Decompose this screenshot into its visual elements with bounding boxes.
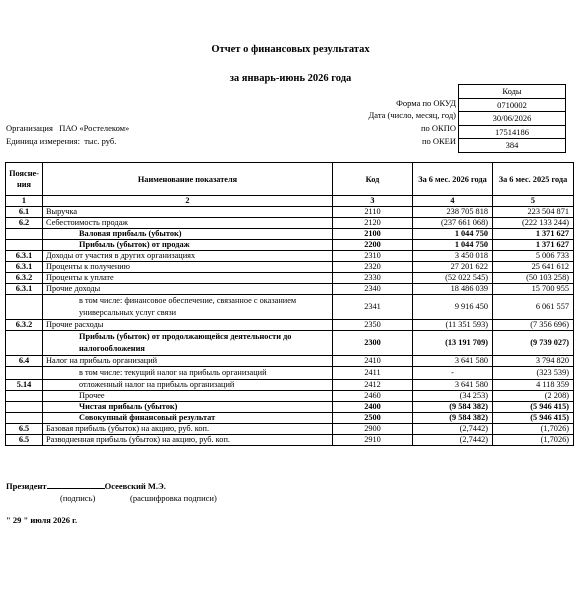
date-label: Дата (число, месяц, год): [368, 110, 456, 120]
date-value: 30/06/2026: [459, 112, 566, 126]
row-current: (2,7442): [413, 435, 493, 446]
row-name: в том числе: текущий налог на прибыль организаций: [43, 367, 333, 380]
table-row: [6, 284, 574, 295]
row-previous: (5 946 415): [493, 413, 574, 424]
header-name: Наименование показателя: [43, 163, 333, 196]
row-current: 238 705 818: [413, 207, 493, 218]
row-previous: (50 103 258): [493, 273, 574, 284]
row-note: [6, 240, 43, 251]
okpo-label: по ОКПО: [420, 123, 456, 133]
row-previous: (7 356 696): [493, 320, 574, 331]
row-note: 5.14: [6, 380, 43, 391]
row-note: [6, 229, 43, 240]
row-name: Проценты к получению: [43, 262, 333, 273]
units-line: [6, 136, 116, 146]
row-code: 2412: [333, 380, 413, 391]
row-name: Совокупный финансовый результат: [43, 413, 333, 424]
row-current: (13 191 709): [413, 331, 493, 356]
row-code: 2330: [333, 273, 413, 284]
col-number: 1: [6, 196, 43, 207]
row-current: (237 661 068): [413, 218, 493, 229]
row-code: 2400: [333, 402, 413, 413]
row-note: [6, 402, 43, 413]
table-row: [6, 207, 574, 218]
row-name: Чистая прибыль (убыток): [43, 402, 333, 413]
table-header-row: [6, 163, 574, 196]
row-current: 3 641 580: [413, 380, 493, 391]
row-name: Налог на прибыль организаций: [43, 356, 333, 367]
row-name: Разводненная прибыль (убыток) на акцию, руб. коп.: [43, 435, 333, 446]
row-code: 2110: [333, 207, 413, 218]
table-row: [6, 251, 574, 262]
row-name: Проценты к уплате: [43, 273, 333, 284]
row-name: Базовая прибыль (убыток) на акцию, руб. коп.: [43, 424, 333, 435]
row-previous: (5 946 415): [493, 402, 574, 413]
row-previous: 25 641 612: [493, 262, 574, 273]
table-row: [6, 218, 574, 229]
row-current: 9 916 450: [413, 295, 493, 320]
row-previous: 15 700 955: [493, 284, 574, 295]
signature-blank: [47, 488, 105, 489]
financial-results-table: [5, 162, 574, 446]
report-period: за январь-июнь 2026 года: [229, 73, 352, 84]
table-row: [6, 413, 574, 424]
row-previous: 223 504 871: [493, 207, 574, 218]
row-code: 2340: [333, 284, 413, 295]
okei-label: по ОКЕИ: [421, 136, 456, 146]
row-code: 2500: [333, 413, 413, 424]
table-row: [6, 295, 574, 320]
table-row: [6, 262, 574, 273]
row-note: 6.3.1: [6, 251, 43, 262]
codes-table: [458, 84, 566, 153]
row-name: Выручка: [43, 207, 333, 218]
row-previous: 4 118 359: [493, 380, 574, 391]
organization-line: [6, 123, 129, 133]
row-previous: 6 061 557: [493, 295, 574, 320]
row-code: 2411: [333, 367, 413, 380]
okud-value: 0710002: [459, 98, 566, 112]
organization-name: ПАО «Ростелеком»: [59, 123, 130, 133]
okei-value: 384: [459, 139, 566, 153]
row-current: 3 450 018: [413, 251, 493, 262]
report-title: Отчет о финансовых результатах: [211, 44, 370, 55]
row-note: [6, 391, 43, 402]
row-previous: (1,7026): [493, 424, 574, 435]
signature-line: [6, 481, 166, 491]
header-notes: Поясне-ния: [6, 163, 43, 196]
row-current: (2,7442): [413, 424, 493, 435]
table-row: [6, 331, 574, 356]
organization-label: Организация: [6, 123, 53, 133]
row-note: 6.3.2: [6, 320, 43, 331]
table-row: [6, 320, 574, 331]
col-number: 3: [333, 196, 413, 207]
row-note: 6.5: [6, 435, 43, 446]
row-note: [6, 295, 43, 320]
row-note: 6.2: [6, 218, 43, 229]
row-current: 1 044 750: [413, 240, 493, 251]
row-name: Прочие расходы: [43, 320, 333, 331]
row-current: (11 351 593): [413, 320, 493, 331]
row-current: -: [413, 367, 493, 380]
row-code: 2120: [333, 218, 413, 229]
row-current: (9 584 382): [413, 413, 493, 424]
row-name: Прочие доходы: [43, 284, 333, 295]
row-code: 2200: [333, 240, 413, 251]
col-number: 2: [43, 196, 333, 207]
row-name: Доходы от участия в других организациях: [43, 251, 333, 262]
units-label: Единица измерения:: [6, 136, 80, 146]
table-row: [6, 229, 574, 240]
row-note: [6, 413, 43, 424]
row-note: 6.3.2: [6, 273, 43, 284]
row-code: 2910: [333, 435, 413, 446]
table-row: [6, 380, 574, 391]
table-row: [6, 424, 574, 435]
row-name: Валовая прибыль (убыток): [43, 229, 333, 240]
table-row: [6, 435, 574, 446]
row-name: Прибыль (убыток) от продолжающейся деятельности до налогообложения: [43, 331, 333, 356]
row-code: 2341: [333, 295, 413, 320]
row-note: 6.1: [6, 207, 43, 218]
row-previous: (222 133 244): [493, 218, 574, 229]
row-code: 2300: [333, 331, 413, 356]
col-number: 5: [493, 196, 574, 207]
row-previous: 1 371 627: [493, 240, 574, 251]
row-code: 2900: [333, 424, 413, 435]
okud-label: Форма по ОКУД: [396, 98, 456, 108]
row-previous: 1 371 627: [493, 229, 574, 240]
row-previous: (323 539): [493, 367, 574, 380]
header-previous: За 6 мес. 2025 года: [493, 163, 574, 196]
table-row: [6, 367, 574, 380]
column-numbers-row: [6, 196, 574, 207]
row-note: [6, 367, 43, 380]
decode-caption: (расшифровка подписи): [130, 493, 217, 503]
row-code: 2460: [333, 391, 413, 402]
signing-date: " 29 " июля 2026 г.: [6, 515, 78, 525]
row-code: 2350: [333, 320, 413, 331]
table-row: [6, 402, 574, 413]
row-previous: 3 794 820: [493, 356, 574, 367]
row-note: 6.5: [6, 424, 43, 435]
row-current: (52 022 545): [413, 273, 493, 284]
header-code: Код: [333, 163, 413, 196]
row-code: 2320: [333, 262, 413, 273]
row-note: 6.3.1: [6, 284, 43, 295]
president-label: Президент: [6, 481, 47, 491]
row-code: 2100: [333, 229, 413, 240]
col-number: 4: [413, 196, 493, 207]
row-current: (34 253): [413, 391, 493, 402]
row-note: 6.3.1: [6, 262, 43, 273]
row-name: отложенный налог на прибыль организаций: [43, 380, 333, 391]
row-previous: 5 006 733: [493, 251, 574, 262]
table-row: [6, 273, 574, 284]
row-current: 3 641 580: [413, 356, 493, 367]
row-name: в том числе: финансовое обеспечение, связанное с оказанием универсальных услуг связи: [43, 295, 333, 320]
table-row: [6, 356, 574, 367]
okpo-value: 17514186: [459, 125, 566, 139]
header-current: За 6 мес. 2026 года: [413, 163, 493, 196]
row-current: 27 201 622: [413, 262, 493, 273]
president-name: Осеевский М.Э.: [104, 481, 166, 491]
row-name: Себестоимость продаж: [43, 218, 333, 229]
row-note: [6, 331, 43, 356]
table-row: [6, 240, 574, 251]
row-previous: (1,7026): [493, 435, 574, 446]
row-previous: (2 208): [493, 391, 574, 402]
row-current: (9 584 382): [413, 402, 493, 413]
row-code: 2310: [333, 251, 413, 262]
row-name: Прочее: [43, 391, 333, 402]
row-code: 2410: [333, 356, 413, 367]
row-previous: (9 739 027): [493, 331, 574, 356]
table-row: [6, 391, 574, 402]
sign-caption: (подпись): [60, 493, 96, 503]
units-value: тыс. руб.: [84, 136, 117, 146]
row-current: 18 486 039: [413, 284, 493, 295]
row-current: 1 044 750: [413, 229, 493, 240]
row-note: 6.4: [6, 356, 43, 367]
codes-header: Коды: [459, 85, 566, 99]
row-name: Прибыль (убыток) от продаж: [43, 240, 333, 251]
